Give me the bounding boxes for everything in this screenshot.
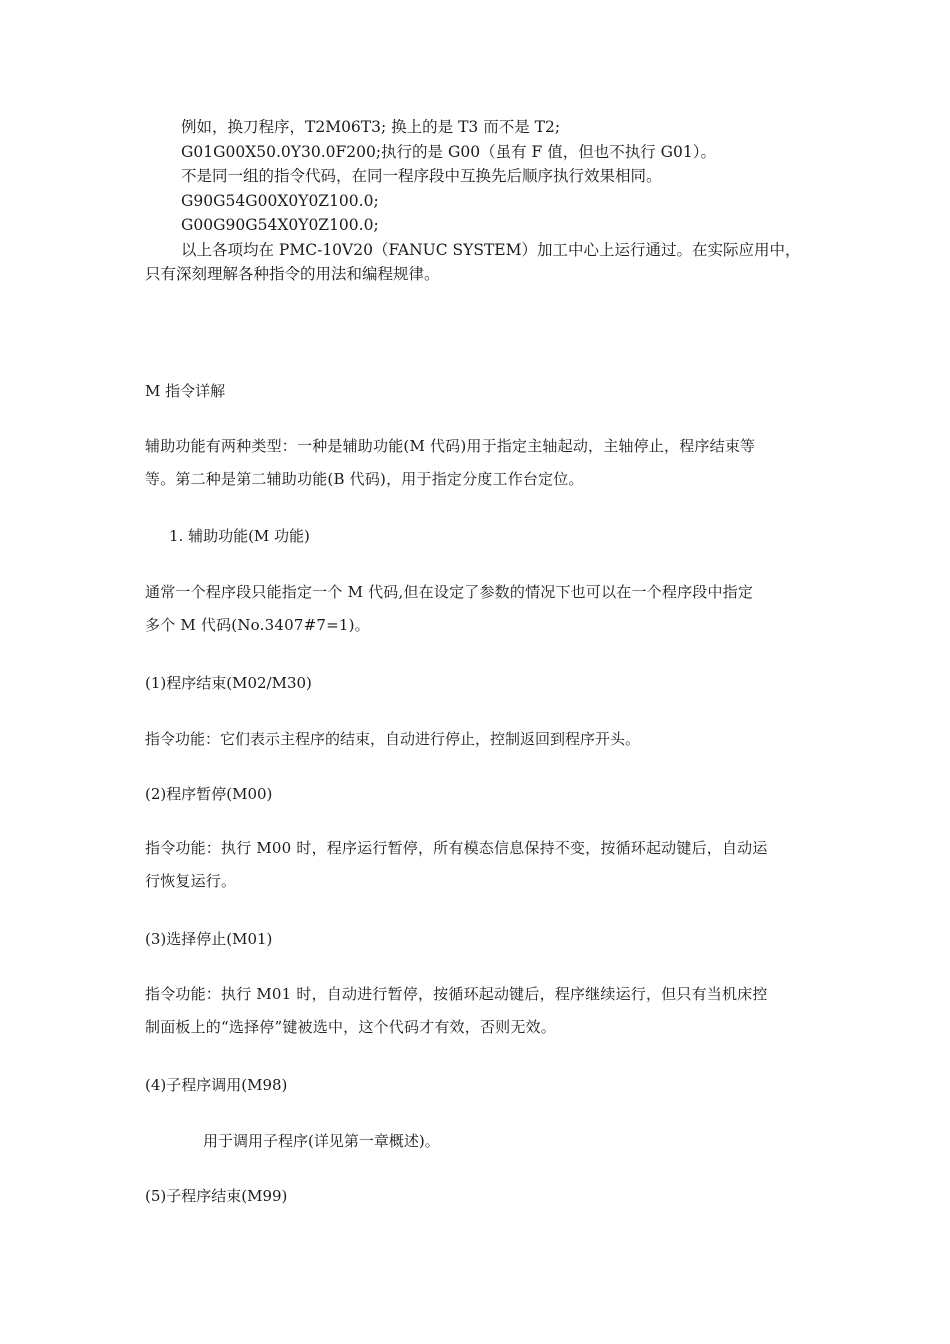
paragraph-line: 指令功能：执行 M00 时，程序运行暂停，所有模态信息保持不变，按循环起动键后，自动运 xyxy=(145,839,768,857)
item-title: (5)子程序结束(M99) xyxy=(145,1187,288,1205)
code-line: G00G90G54X0Y0Z100.0; xyxy=(181,216,379,234)
item-description: 用于调用子程序(详见第一章概述)。 xyxy=(203,1132,440,1150)
item-title: (4)子程序调用(M98) xyxy=(145,1076,288,1094)
item-description: 指令功能：它们表示主程序的结束，自动进行停止，控制返回到程序开头。 xyxy=(145,730,641,748)
paragraph-line: 辅助功能有两种类型：一种是辅助功能(M 代码)用于指定主轴起动，主轴停止，程序结束等 xyxy=(145,437,756,455)
paragraph-line: 指令功能：执行 M01 时，自动进行暂停，按循环起动键后，程序继续运行，但只有当机床控 xyxy=(145,985,768,1003)
code-line: G90G54G00X0Y0Z100.0; xyxy=(181,191,379,210)
subsection-title: 1. 辅助功能(M 功能) xyxy=(169,527,310,545)
paragraph-line: 行恢复运行。 xyxy=(145,872,237,890)
section-title: M 指令详解 xyxy=(145,382,226,400)
item-description xyxy=(145,978,810,1044)
intro-line: 不是同一组的指令代码，在同一程序段中互换先后顺序执行效果相同。 xyxy=(181,167,662,185)
intro-line: G01G00X50.0Y30.0F200;执行的是 G00（虽有 F 值，但也不执行 G01）。 xyxy=(181,142,716,161)
item-title: (2)程序暂停(M00) xyxy=(145,785,273,803)
intro-paragraph xyxy=(145,115,810,287)
item-description xyxy=(145,832,810,898)
item-title: (1)程序结束(M02/M30) xyxy=(145,674,312,692)
intro-line: 以上各项均在 PMC-10V20（FANUC SYSTEM）加工中心上运行通过。在实际应用中， xyxy=(181,240,801,259)
paragraph-line: 等。第二种是第二辅助功能(B 代码)，用于指定分度工作台定位。 xyxy=(145,470,584,488)
aux-intro-paragraph xyxy=(145,430,810,496)
intro-line: 只有深刻理解各种指令的用法和编程规律。 xyxy=(145,265,440,283)
item-title: (3)选择停止(M01) xyxy=(145,930,273,948)
paragraph-line: 多个 M 代码(No.3407#7=1)。 xyxy=(145,616,370,634)
m-usage-paragraph xyxy=(145,576,810,642)
intro-line: 例如，换刀程序，T2M06T3; 换上的是 T3 而不是 T2; xyxy=(181,118,561,136)
paragraph-line: 制面板上的“选择停”键被选中，这个代码才有效，否则无效。 xyxy=(145,1018,556,1036)
paragraph-line: 通常一个程序段只能指定一个 M 代码,但在设定了参数的情况下也可以在一个程序段中指定 xyxy=(145,583,754,601)
